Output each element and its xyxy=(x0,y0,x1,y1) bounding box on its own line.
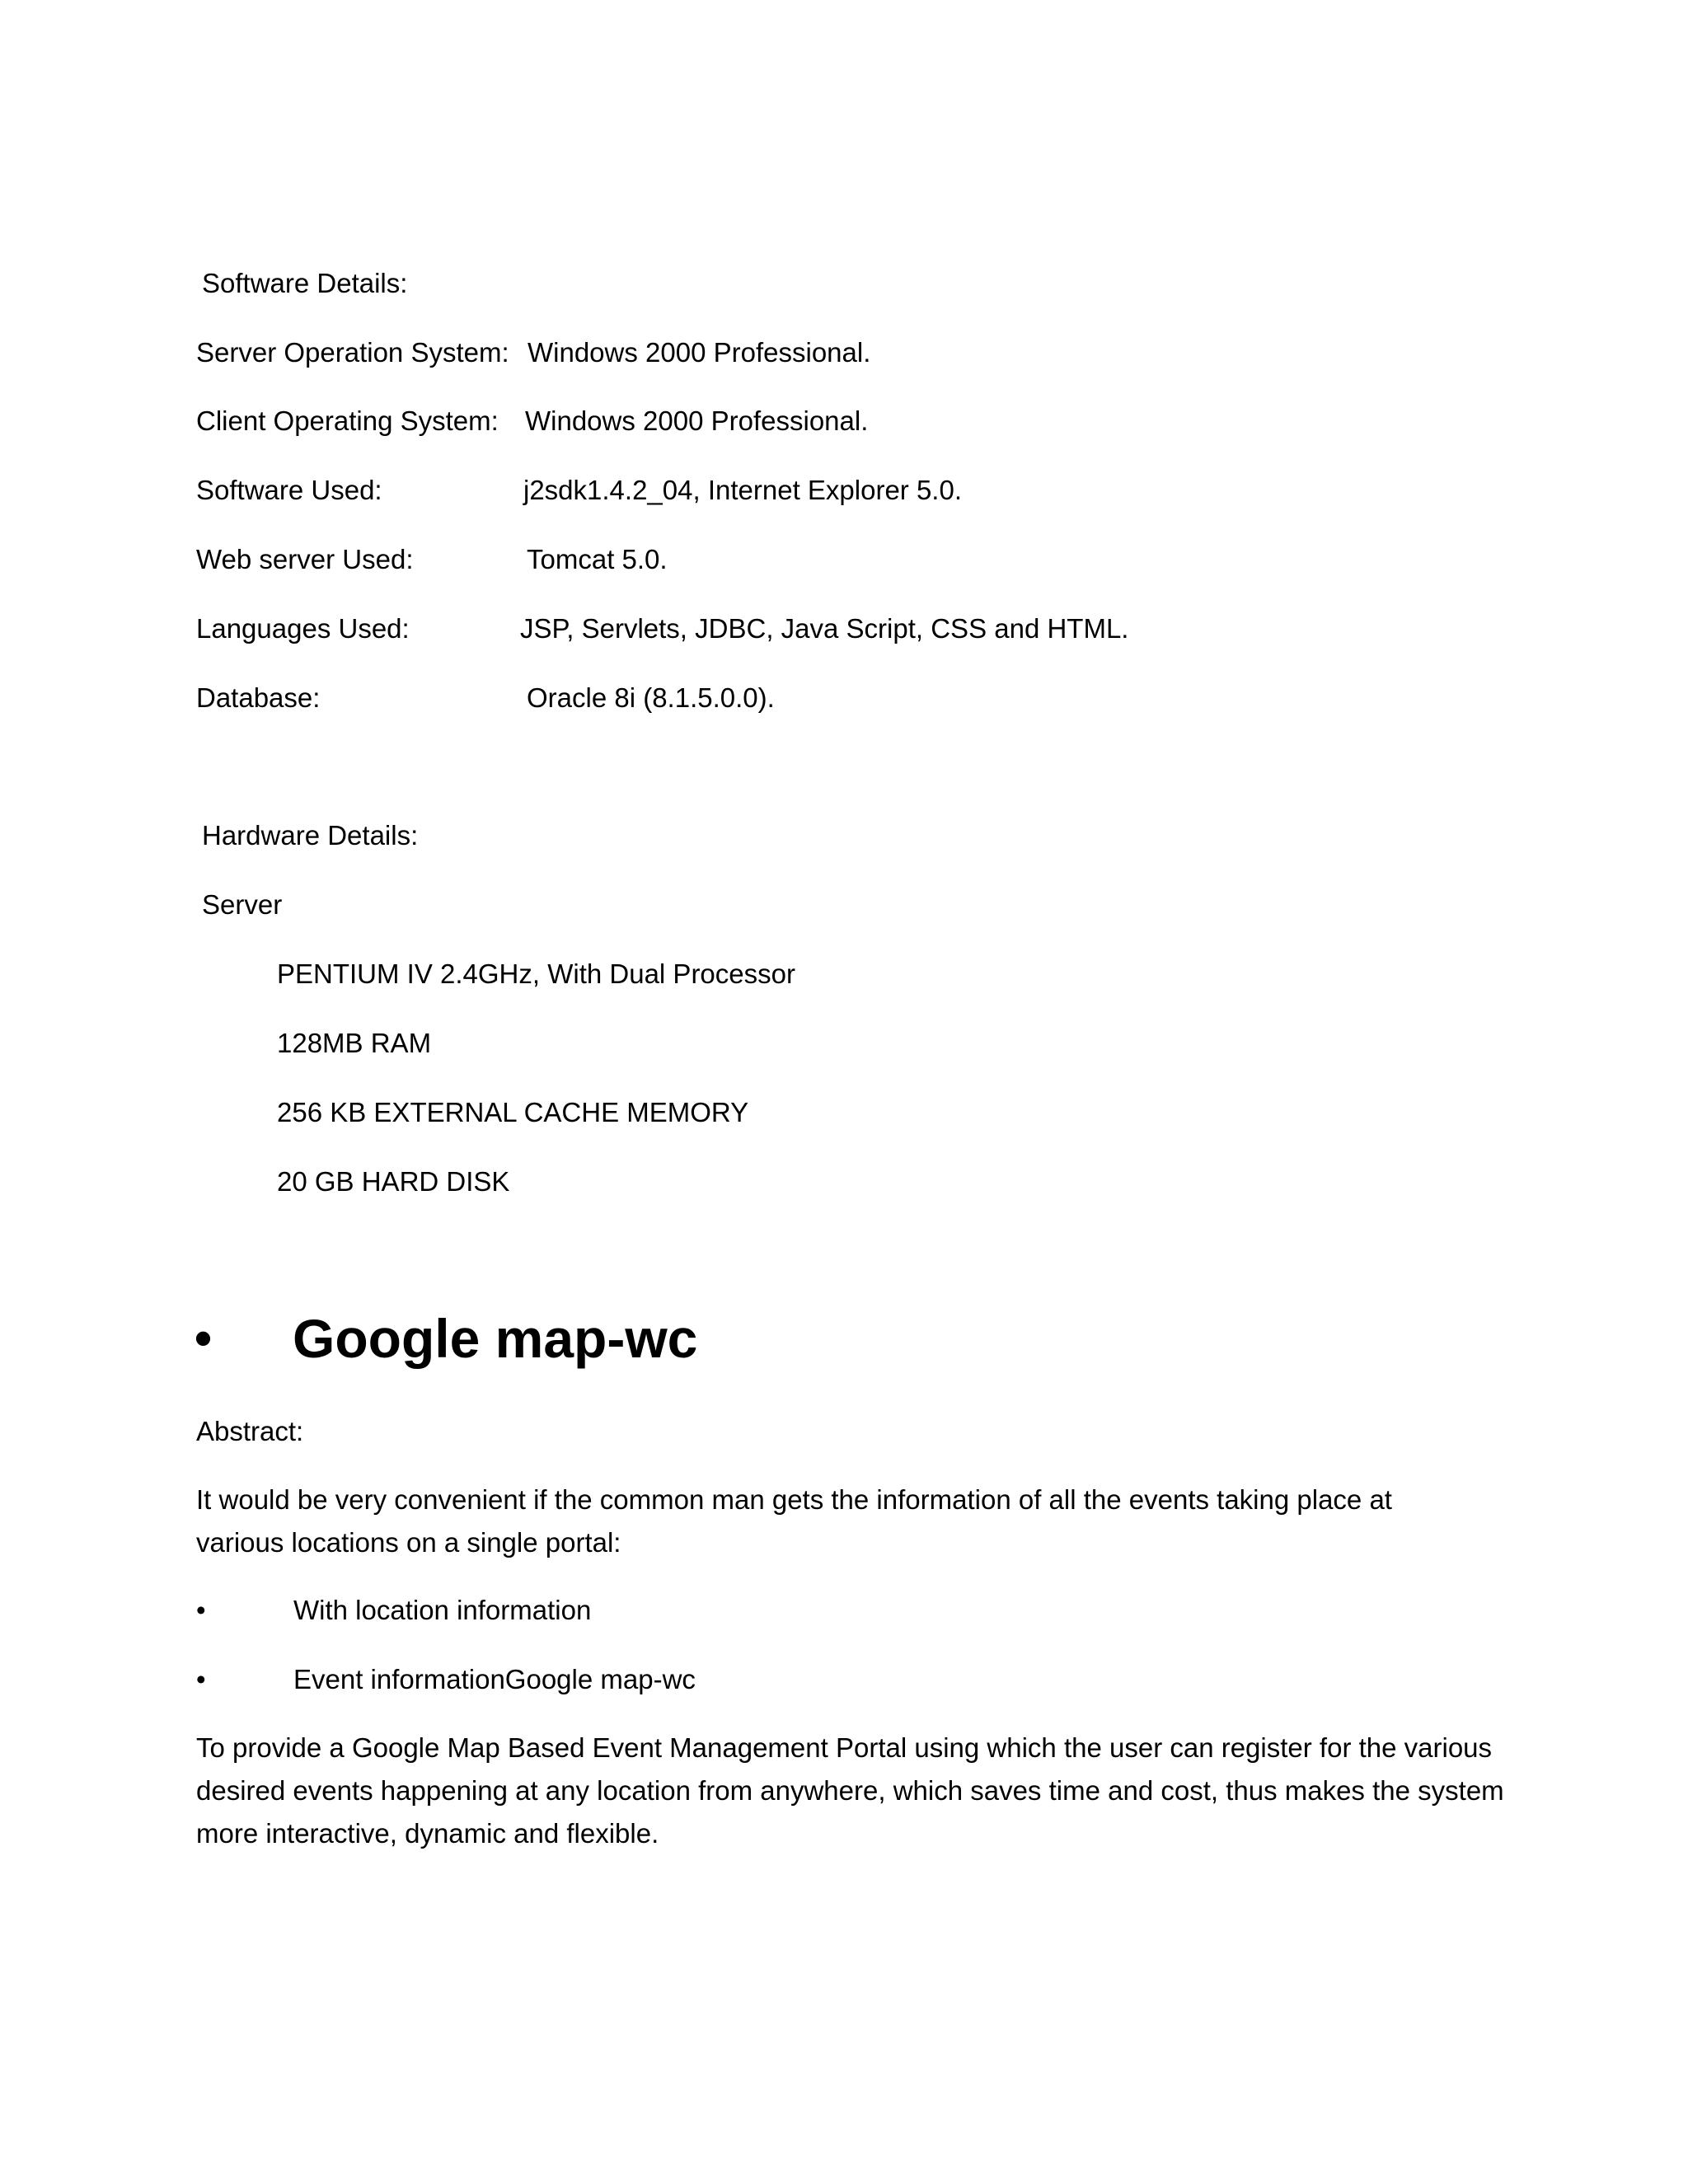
software-row-label: Database: xyxy=(196,682,321,713)
software-row-label: Web server Used: xyxy=(196,544,414,574)
hardware-server-label: Server xyxy=(202,889,283,920)
software-row-value: Windows 2000 Professional. xyxy=(528,337,871,368)
software-row-value: Windows 2000 Professional. xyxy=(525,405,869,436)
hardware-item: PENTIUM IV 2.4GHz, With Dual Processor xyxy=(277,958,795,989)
hardware-details-heading: Hardware Details: xyxy=(202,820,419,851)
list-item: Event informationGoogle map-wc xyxy=(293,1664,696,1694)
software-row-label: Client Operating System: xyxy=(196,405,499,436)
software-row-value: JSP, Servlets, JDBC, Java Script, CSS and HTML. xyxy=(520,613,1129,644)
software-row-value: Oracle 8i (8.1.5.0.0). xyxy=(527,682,775,713)
list-bullet-icon: • xyxy=(196,1664,206,1694)
section-title: Google map-wc xyxy=(293,1308,698,1369)
abstract-label: Abstract: xyxy=(196,1416,304,1446)
software-row-label: Languages Used: xyxy=(196,613,410,644)
list-item: With location information xyxy=(293,1595,592,1625)
software-row-value: Tomcat 5.0. xyxy=(527,544,668,574)
software-row-label: Software Used: xyxy=(196,475,382,505)
list-bullet-icon: • xyxy=(196,1595,206,1625)
hardware-item: 128MB RAM xyxy=(277,1028,432,1058)
hardware-item: 256 KB EXTERNAL CACHE MEMORY xyxy=(277,1097,749,1127)
software-details-heading: Software Details: xyxy=(202,268,408,298)
software-row-value: j2sdk1.4.2_04, Internet Explorer 5.0. xyxy=(523,475,962,505)
software-row-label: Server Operation System: xyxy=(196,337,509,368)
hardware-item: 20 GB HARD DISK xyxy=(277,1166,510,1197)
abstract-intro: It would be very convenient if the common man gets the information of all the events taking place at various locations on a single portal: xyxy=(196,1484,1392,1558)
section-bullet-icon: • xyxy=(195,1310,213,1366)
abstract-closing: To provide a Google Map Based Event Management Portal using which the user can register for the various desired events happening at any location from anywhere, which saves time and cost, thus makes the system more interactive, dynamic and flexible. xyxy=(196,1732,1504,1849)
